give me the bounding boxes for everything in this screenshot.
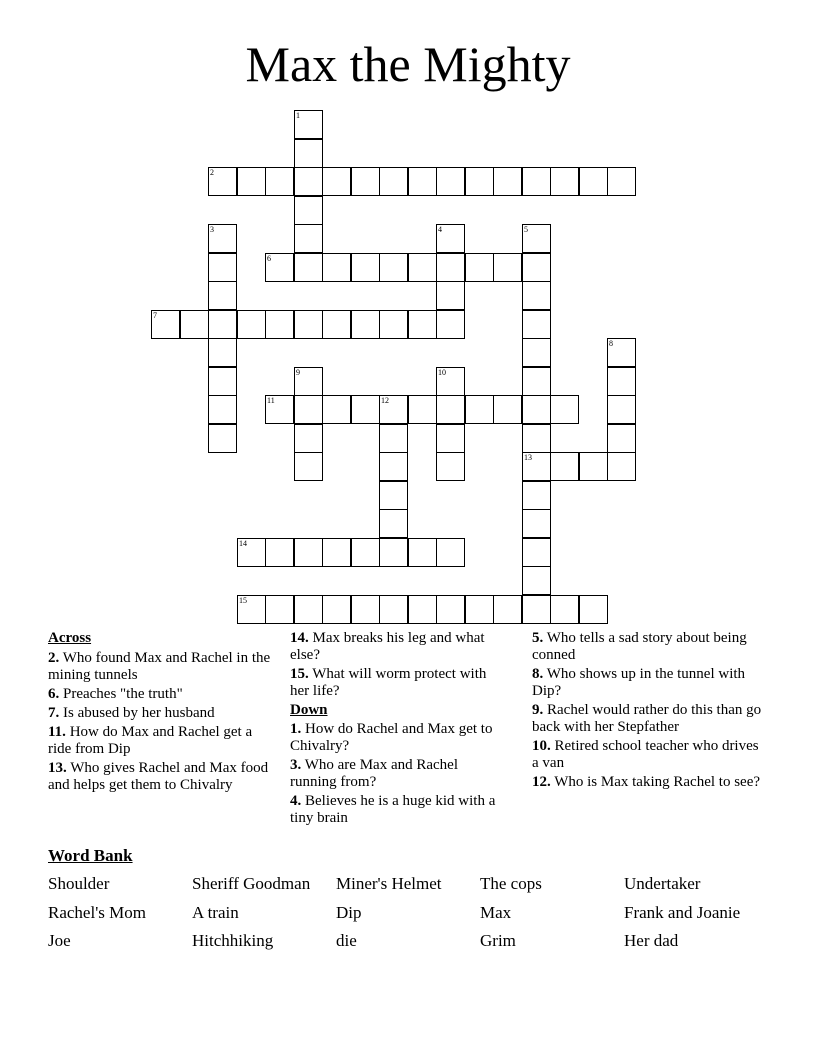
grid-cell[interactable] (265, 595, 294, 624)
grid-cell[interactable] (265, 253, 294, 282)
grid-cell[interactable] (322, 538, 351, 567)
grid-cell[interactable] (237, 538, 266, 567)
down-heading: Down (290, 702, 328, 718)
grid-cell[interactable] (550, 452, 579, 481)
grid-cell[interactable] (493, 253, 522, 282)
grid-cell[interactable] (522, 424, 551, 453)
grid-cell[interactable] (294, 253, 323, 282)
grid-cell[interactable] (579, 595, 608, 624)
cell-number: 5 (524, 225, 528, 234)
grid-cell[interactable] (379, 452, 408, 481)
grid-cell[interactable] (522, 566, 551, 595)
cell-number: 14 (239, 539, 247, 548)
grid-cell[interactable] (379, 538, 408, 567)
grid-cell[interactable] (607, 167, 636, 196)
clue-across-15: 15. What will worm protect with her life? (290, 666, 487, 699)
puzzle-title: Max the Mighty (245, 36, 571, 92)
clues-column-1 (48, 630, 273, 796)
grid-cell[interactable] (208, 310, 237, 339)
grid-cell[interactable] (265, 538, 294, 567)
word-bank-item: Hitchhiking (192, 931, 274, 950)
grid-cell[interactable] (322, 395, 351, 424)
grid-cell[interactable] (294, 424, 323, 453)
grid-cell[interactable] (550, 395, 579, 424)
clue-across-7: 7. Is abused by her husband (48, 705, 215, 721)
clue-down-9: 9. Rachel would rather do this than go back with her Stepfather (532, 702, 762, 735)
grid-cell[interactable] (522, 538, 551, 567)
cell-number: 13 (524, 453, 532, 462)
cell-number: 8 (609, 339, 613, 348)
grid-cell[interactable] (436, 367, 465, 396)
grid-cell[interactable] (465, 253, 494, 282)
clue-across-13: 13. Who gives Rachel and Max food and helps get them to Chivalry (48, 760, 269, 793)
word-bank-item: Max (480, 903, 512, 922)
grid-cell[interactable] (607, 452, 636, 481)
clue-down-1: 1. How do Rachel and Max get to Chivalry? (290, 721, 493, 754)
grid-cell[interactable] (294, 395, 323, 424)
grid-cell[interactable] (465, 595, 494, 624)
grid-cell[interactable] (265, 167, 294, 196)
grid-cell[interactable] (579, 167, 608, 196)
grid-cell[interactable] (408, 395, 437, 424)
grid-cell[interactable] (265, 310, 294, 339)
grid-cell[interactable] (379, 167, 408, 196)
grid-cell[interactable] (607, 424, 636, 453)
grid-cell[interactable] (550, 595, 579, 624)
cell-number: 3 (210, 225, 214, 234)
grid-cell[interactable] (322, 167, 351, 196)
grid-cell[interactable] (180, 310, 209, 339)
word-bank-item: Shoulder (48, 874, 110, 893)
grid-cell[interactable] (436, 424, 465, 453)
cell-number: 1 (296, 111, 300, 120)
cell-number: 10 (438, 368, 446, 377)
grid-cell[interactable] (208, 395, 237, 424)
word-bank-title: Word Bank (48, 846, 133, 865)
grid-cell[interactable] (379, 253, 408, 282)
clue-down-8: 8. Who shows up in the tunnel with Dip? (532, 666, 746, 699)
cell-number: 4 (438, 225, 442, 234)
grid-cell[interactable] (522, 452, 551, 481)
grid-cell[interactable] (294, 196, 323, 225)
grid-cell[interactable] (379, 310, 408, 339)
grid-cell[interactable] (208, 281, 237, 310)
grid-cell[interactable] (408, 253, 437, 282)
clue-across-6: 6. Preaches "the truth" (48, 686, 183, 702)
grid-cell[interactable] (294, 224, 323, 253)
grid-cell[interactable] (522, 395, 551, 424)
grid-cell[interactable] (322, 595, 351, 624)
grid-cell[interactable] (294, 367, 323, 396)
word-bank-item: Joe (48, 931, 71, 950)
grid-cell[interactable] (522, 281, 551, 310)
grid-cell[interactable] (294, 595, 323, 624)
word-bank-item: die (336, 931, 357, 950)
grid-cell[interactable] (522, 310, 551, 339)
word-bank-item: Sheriff Goodman (192, 874, 311, 893)
word-bank-item: Undertaker (624, 874, 701, 893)
grid-cell[interactable] (493, 595, 522, 624)
grid-cell[interactable] (436, 395, 465, 424)
word-bank-item: The cops (480, 874, 542, 893)
grid-cell[interactable] (408, 310, 437, 339)
grid-cell[interactable] (550, 167, 579, 196)
grid-cell[interactable] (408, 538, 437, 567)
across-heading: Across (48, 630, 92, 646)
grid-cell[interactable] (493, 395, 522, 424)
word-bank-item: A train (192, 903, 239, 922)
grid-cell[interactable] (522, 367, 551, 396)
grid-cell[interactable] (294, 452, 323, 481)
grid-cell[interactable] (208, 224, 237, 253)
grid-cell[interactable] (522, 167, 551, 196)
grid-cell[interactable] (436, 538, 465, 567)
grid-cell[interactable] (408, 595, 437, 624)
word-bank-item: Frank and Joanie (624, 903, 741, 922)
grid-cell[interactable] (294, 110, 323, 139)
grid-cell[interactable] (351, 395, 380, 424)
grid-cell[interactable] (208, 424, 237, 453)
grid-cell[interactable] (351, 310, 380, 339)
grid-cell[interactable] (208, 253, 237, 282)
cell-number: 6 (267, 254, 271, 263)
grid-cell[interactable] (265, 395, 294, 424)
grid-cell[interactable] (351, 167, 380, 196)
grid-cell[interactable] (237, 310, 266, 339)
cell-number: 12 (381, 396, 389, 405)
grid-cell[interactable] (322, 310, 351, 339)
word-bank-item: Miner's Helmet (336, 874, 442, 893)
grid-cell[interactable] (436, 167, 465, 196)
clue-down-4: 4. Believes he is a huge kid with a tiny brain (290, 793, 496, 826)
grid-cell[interactable] (493, 167, 522, 196)
grid-cell[interactable] (522, 595, 551, 624)
grid-cell[interactable] (436, 281, 465, 310)
clues-column-3 (532, 630, 767, 793)
grid-cell[interactable] (522, 224, 551, 253)
grid-cell[interactable] (522, 509, 551, 538)
grid-cell[interactable] (294, 139, 323, 168)
grid-cell[interactable] (522, 338, 551, 367)
grid-cell[interactable] (151, 310, 180, 339)
grid-cell[interactable] (607, 367, 636, 396)
grid-cell[interactable] (522, 481, 551, 510)
clue-across-2: 2. Who found Max and Rachel in the mining tunnels (48, 650, 271, 683)
grid-cell[interactable] (294, 538, 323, 567)
cell-number: 11 (267, 396, 275, 405)
clue-across-11: 11. How do Max and Rachel get a ride from Dip (48, 724, 253, 757)
clue-across-14: 14. Max breaks his leg and what else? (290, 630, 485, 663)
word-bank-item: Rachel's Mom (48, 903, 146, 922)
grid-cell[interactable] (294, 310, 323, 339)
grid-cell[interactable] (379, 509, 408, 538)
grid-cell[interactable] (322, 253, 351, 282)
grid-cell[interactable] (379, 481, 408, 510)
grid-cell[interactable] (208, 167, 237, 196)
grid-cell[interactable] (436, 310, 465, 339)
grid-cell[interactable] (607, 338, 636, 367)
grid-cell[interactable] (436, 452, 465, 481)
grid-cell[interactable] (436, 253, 465, 282)
grid-cell[interactable] (351, 595, 380, 624)
grid-cell[interactable] (237, 595, 266, 624)
grid-cell[interactable] (351, 538, 380, 567)
grid-cell[interactable] (579, 452, 608, 481)
clues-column-2 (290, 630, 500, 829)
grid-cell[interactable] (465, 167, 494, 196)
grid-cell[interactable] (208, 338, 237, 367)
clue-down-10: 10. Retired school teacher who drives a van (532, 738, 759, 771)
cell-number: 15 (239, 596, 247, 605)
grid-cell[interactable] (379, 395, 408, 424)
grid-cell[interactable] (436, 595, 465, 624)
grid-cell[interactable] (351, 253, 380, 282)
clue-down-3: 3. Who are Max and Rachel running from? (290, 757, 459, 790)
clue-down-5: 5. Who tells a sad story about being conned (532, 630, 747, 663)
grid-cell[interactable] (294, 167, 323, 196)
word-bank-item: Her dad (624, 931, 679, 950)
grid-cell[interactable] (237, 167, 266, 196)
cell-number: 2 (210, 168, 214, 177)
cell-number: 7 (153, 311, 157, 320)
grid-cell[interactable] (379, 595, 408, 624)
word-bank-item: Grim (480, 931, 516, 950)
grid-cell[interactable] (522, 253, 551, 282)
grid-cell[interactable] (465, 395, 494, 424)
grid-cell[interactable] (408, 167, 437, 196)
grid-cell[interactable] (436, 224, 465, 253)
grid-cell[interactable] (379, 424, 408, 453)
word-bank-item: Dip (336, 903, 362, 922)
grid-cell[interactable] (607, 395, 636, 424)
grid-cell[interactable] (208, 367, 237, 396)
clue-down-12: 12. Who is Max taking Rachel to see? (532, 774, 761, 790)
cell-number: 9 (296, 368, 300, 377)
